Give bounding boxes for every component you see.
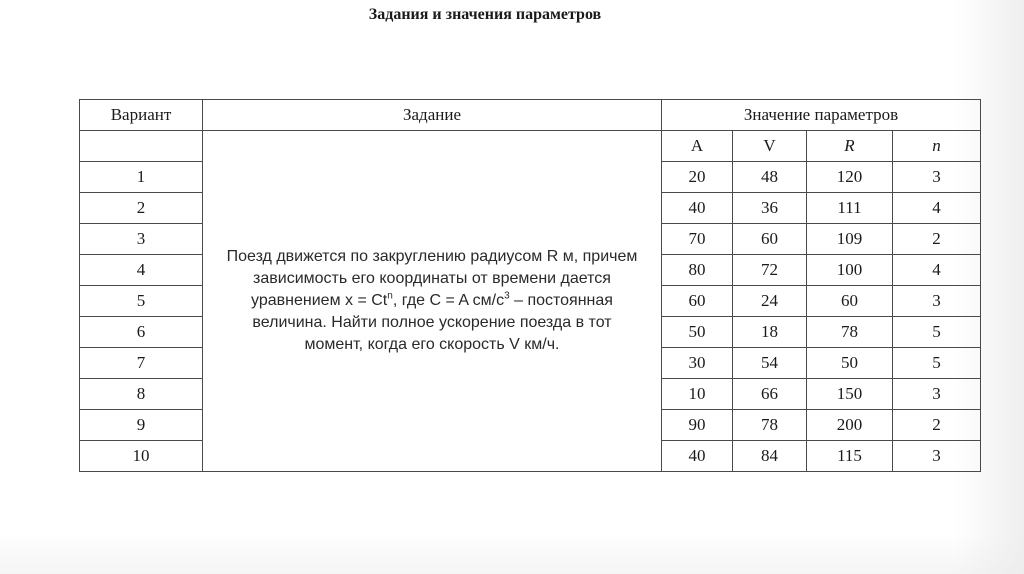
value-n: 4 xyxy=(893,255,981,286)
value-A: 30 xyxy=(662,348,733,379)
value-n: 3 xyxy=(893,379,981,410)
value-V: 48 xyxy=(733,162,807,193)
value-n: 4 xyxy=(893,193,981,224)
task-description xyxy=(203,131,662,472)
task-text-part3: – постоянная величина. Найти полное ускорение поезда в тот момент, когда его скорость V км/ч. xyxy=(252,292,613,353)
value-n: 5 xyxy=(893,317,981,348)
variant-cell: 3 xyxy=(80,224,203,255)
value-R: 100 xyxy=(807,255,893,286)
value-A: 40 xyxy=(662,193,733,224)
value-R: 200 xyxy=(807,410,893,441)
value-V: 36 xyxy=(733,193,807,224)
value-n: 5 xyxy=(893,348,981,379)
param-header-R: R xyxy=(807,131,893,162)
value-R: 111 xyxy=(807,193,893,224)
value-R: 78 xyxy=(807,317,893,348)
param-names-row xyxy=(80,131,981,162)
value-R: 50 xyxy=(807,348,893,379)
params-header: Значение параметров xyxy=(662,100,981,131)
value-V: 54 xyxy=(733,348,807,379)
task-text-exponent-n: n xyxy=(387,290,393,302)
value-V: 60 xyxy=(733,224,807,255)
param-header-V: V xyxy=(733,131,807,162)
value-A: 70 xyxy=(662,224,733,255)
value-V: 78 xyxy=(733,410,807,441)
variant-cell: 8 xyxy=(80,379,203,410)
value-R: 115 xyxy=(807,441,893,472)
value-A: 20 xyxy=(662,162,733,193)
value-n: 3 xyxy=(893,286,981,317)
task-header: Задание xyxy=(203,100,662,131)
value-V: 18 xyxy=(733,317,807,348)
param-header-n: n xyxy=(893,131,981,162)
variant-cell: 10 xyxy=(80,441,203,472)
task-text-exponent-3: 3 xyxy=(504,290,510,302)
parameters-table xyxy=(79,99,981,472)
value-n: 2 xyxy=(893,224,981,255)
header-row xyxy=(80,100,981,131)
param-header-A: A xyxy=(662,131,733,162)
variant-cell: 1 xyxy=(80,162,203,193)
variant-header-blank xyxy=(80,131,203,162)
value-A: 90 xyxy=(662,410,733,441)
value-R: 150 xyxy=(807,379,893,410)
variant-header: Вариант xyxy=(80,100,203,131)
value-V: 72 xyxy=(733,255,807,286)
variant-cell: 6 xyxy=(80,317,203,348)
variant-cell: 9 xyxy=(80,410,203,441)
value-R: 109 xyxy=(807,224,893,255)
task-text-part2: , где C = A см/с xyxy=(392,292,505,309)
value-V: 84 xyxy=(733,441,807,472)
value-A: 60 xyxy=(662,286,733,317)
variant-cell: 4 xyxy=(80,255,203,286)
slide-bottom-shadow xyxy=(0,534,1024,574)
value-n: 3 xyxy=(893,441,981,472)
variant-cell: 7 xyxy=(80,348,203,379)
value-n: 2 xyxy=(893,410,981,441)
variant-cell: 2 xyxy=(80,193,203,224)
value-R: 120 xyxy=(807,162,893,193)
task-text-part1: Поезд движется по закруглению радиусом R м, причем зависимость его координаты от времени дается уравнением x = Ct xyxy=(226,248,638,309)
value-A: 50 xyxy=(662,317,733,348)
value-A: 80 xyxy=(662,255,733,286)
value-V: 24 xyxy=(733,286,807,317)
value-A: 40 xyxy=(662,441,733,472)
value-R: 60 xyxy=(807,286,893,317)
page-title: Задания и значения параметров xyxy=(368,6,602,23)
variant-cell: 5 xyxy=(80,286,203,317)
value-A: 10 xyxy=(662,379,733,410)
value-V: 66 xyxy=(733,379,807,410)
value-n: 3 xyxy=(893,162,981,193)
